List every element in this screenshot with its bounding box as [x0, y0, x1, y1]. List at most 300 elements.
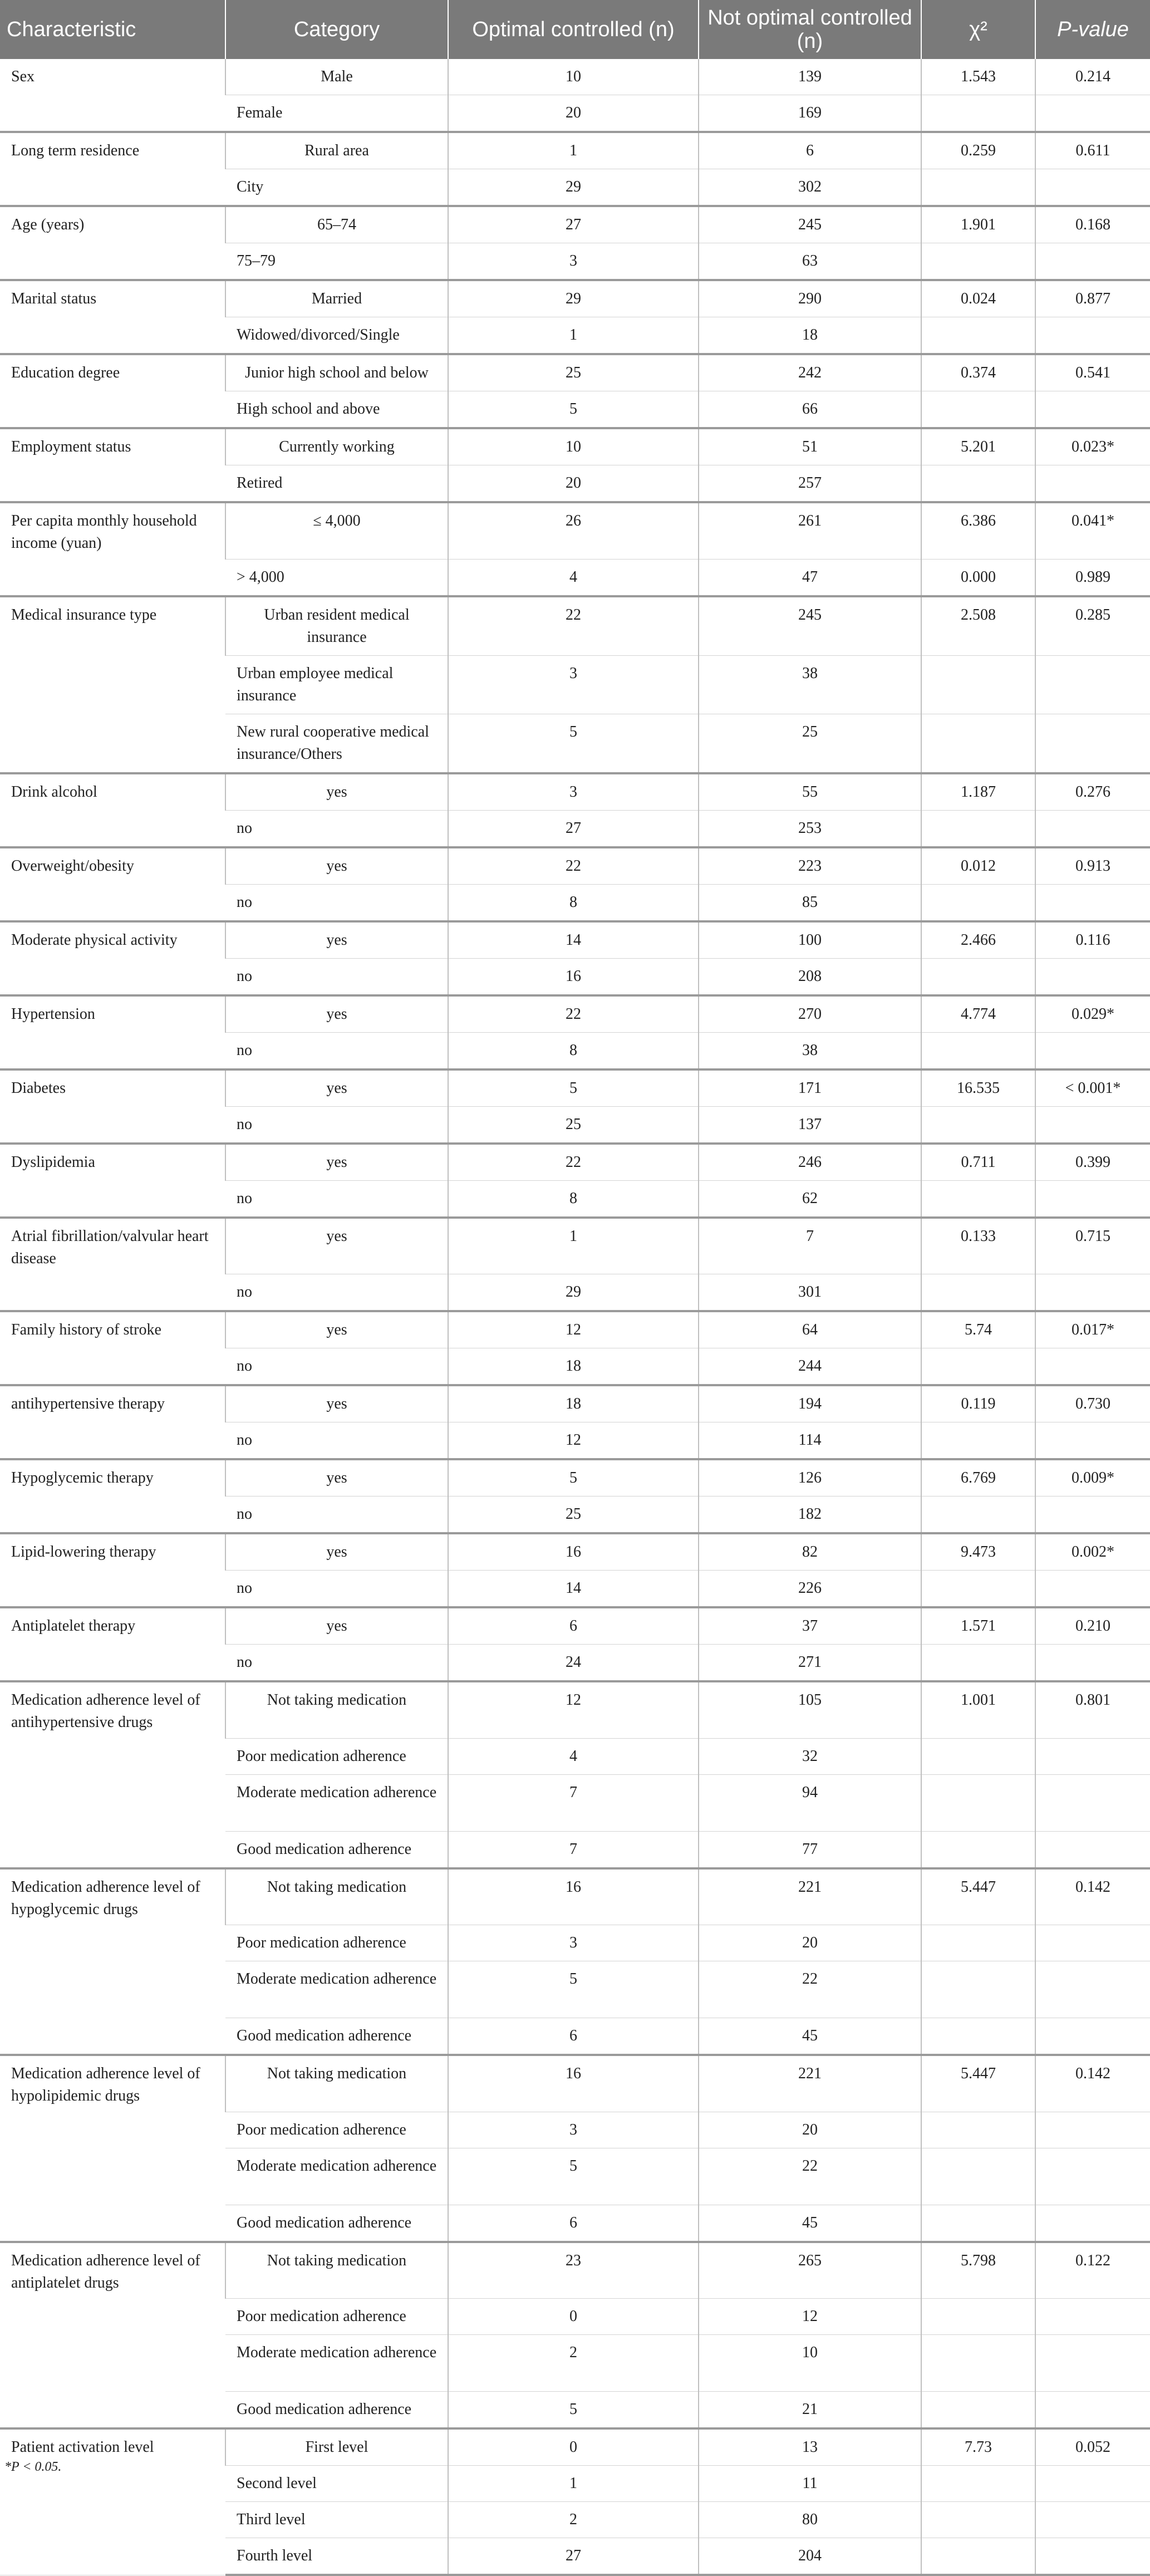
optimal-count-cell: 16 — [448, 2055, 699, 2112]
category-cell: no — [225, 1106, 448, 1144]
category-cell: > 4,000 — [225, 559, 448, 596]
p-value-cell — [1035, 1831, 1150, 1868]
category-cell: no — [225, 1274, 448, 1312]
not-optimal-count-cell: 12 — [699, 2299, 921, 2335]
optimal-count-cell: 5 — [448, 714, 699, 773]
chi-square-cell — [921, 1032, 1035, 1069]
category-cell: no — [225, 1571, 448, 1608]
category-cell: no — [225, 1180, 448, 1218]
table-row — [0, 2055, 1150, 2112]
not-optimal-count-cell: 25 — [699, 714, 921, 773]
category-cell: yes — [225, 1607, 448, 1645]
characteristic-cell: Hypoglycemic therapy — [0, 1459, 225, 1533]
table-row — [0, 773, 1150, 811]
not-optimal-count-cell: 10 — [699, 2335, 921, 2392]
optimal-count-cell: 23 — [448, 2242, 699, 2299]
not-optimal-count-cell: 226 — [699, 1571, 921, 1608]
category-cell: no — [225, 1496, 448, 1534]
p-value-cell — [1035, 2335, 1150, 2392]
optimal-count-cell: 10 — [448, 428, 699, 465]
not-optimal-count-cell: 257 — [699, 465, 921, 503]
not-optimal-count-cell: 114 — [699, 1422, 921, 1460]
chi-square-cell — [921, 714, 1035, 773]
p-value-cell — [1035, 2018, 1150, 2055]
not-optimal-count-cell: 66 — [699, 391, 921, 429]
optimal-count-cell: 5 — [448, 391, 699, 429]
optimal-count-cell: 3 — [448, 655, 699, 714]
category-cell: Moderate medication adherence — [225, 1961, 448, 2018]
not-optimal-count-cell: 261 — [699, 502, 921, 559]
chi-square-cell — [921, 2466, 1035, 2502]
chi-square-cell: 0.119 — [921, 1385, 1035, 1422]
p-value-cell — [1035, 1180, 1150, 1218]
category-cell: City — [225, 169, 448, 207]
chi-square-cell — [921, 1274, 1035, 1312]
p-value-cell — [1035, 1274, 1150, 1312]
not-optimal-count-cell: 20 — [699, 1925, 921, 1961]
p-value-cell: 0.210 — [1035, 1607, 1150, 1645]
p-value-cell — [1035, 317, 1150, 355]
not-optimal-count-cell: 20 — [699, 2112, 921, 2148]
optimal-count-cell: 5 — [448, 1069, 699, 1107]
not-optimal-count-cell: 85 — [699, 884, 921, 921]
p-value-cell: 0.541 — [1035, 354, 1150, 391]
optimal-count-cell: 16 — [448, 1868, 699, 1925]
not-optimal-count-cell: 221 — [699, 2055, 921, 2112]
not-optimal-count-cell: 64 — [699, 1311, 921, 1348]
chi-square-cell — [921, 169, 1035, 207]
chi-square-cell: 5.201 — [921, 428, 1035, 465]
category-cell: Moderate medication adherence — [225, 2335, 448, 2392]
header-chi-square: χ² — [921, 0, 1035, 59]
category-cell: no — [225, 810, 448, 847]
category-cell: Good medication adherence — [225, 2392, 448, 2429]
category-cell: yes — [225, 773, 448, 811]
optimal-count-cell: 2 — [448, 2335, 699, 2392]
chi-square-cell — [921, 2299, 1035, 2335]
category-cell: yes — [225, 1069, 448, 1107]
characteristic-cell: Antiplatelet therapy — [0, 1607, 225, 1681]
not-optimal-count-cell: 47 — [699, 559, 921, 596]
chi-square-cell: 1.543 — [921, 59, 1035, 95]
characteristic-cell: Employment status — [0, 428, 225, 502]
header-category: Category — [225, 0, 448, 59]
not-optimal-count-cell: 139 — [699, 59, 921, 95]
chi-square-cell — [921, 465, 1035, 503]
category-cell: 65–74 — [225, 206, 448, 243]
optimal-count-cell: 8 — [448, 884, 699, 921]
not-optimal-count-cell: 22 — [699, 1961, 921, 2018]
not-optimal-count-cell: 38 — [699, 655, 921, 714]
not-optimal-count-cell: 223 — [699, 847, 921, 885]
optimal-count-cell: 25 — [448, 1496, 699, 1534]
chi-square-cell: 2.466 — [921, 921, 1035, 959]
not-optimal-count-cell: 290 — [699, 280, 921, 317]
category-cell: no — [225, 1348, 448, 1386]
optimal-count-cell: 1 — [448, 317, 699, 355]
optimal-count-cell: 12 — [448, 1681, 699, 1738]
table-row — [0, 596, 1150, 656]
p-value-cell — [1035, 2148, 1150, 2205]
table-row — [0, 428, 1150, 465]
chi-square-cell — [921, 2538, 1035, 2575]
chi-square-cell — [921, 2148, 1035, 2205]
table-footnote: *P < 0.05. — [4, 2460, 62, 2474]
table-row — [0, 132, 1150, 169]
chi-square-cell: 4.774 — [921, 995, 1035, 1033]
category-cell: yes — [225, 921, 448, 959]
header-characteristic: Characteristic — [0, 0, 225, 59]
optimal-count-cell: 1 — [448, 2466, 699, 2502]
optimal-count-cell: 0 — [448, 2299, 699, 2335]
optimal-count-cell: 18 — [448, 1385, 699, 1422]
p-value-cell: 0.730 — [1035, 1385, 1150, 1422]
optimal-count-cell: 25 — [448, 354, 699, 391]
category-cell: ≤ 4,000 — [225, 502, 448, 559]
chi-square-cell: 0.374 — [921, 354, 1035, 391]
optimal-count-cell: 3 — [448, 243, 699, 281]
optimal-count-cell: 22 — [448, 1144, 699, 1181]
not-optimal-count-cell: 242 — [699, 354, 921, 391]
category-cell: First level — [225, 2428, 448, 2466]
not-optimal-count-cell: 270 — [699, 995, 921, 1033]
table-row — [0, 1681, 1150, 1738]
chi-square-cell: 1.187 — [921, 773, 1035, 811]
chi-square-cell: 0.133 — [921, 1218, 1035, 1274]
not-optimal-count-cell: 246 — [699, 1144, 921, 1181]
p-value-cell — [1035, 1961, 1150, 2018]
chi-square-cell — [921, 391, 1035, 429]
table-row — [0, 1459, 1150, 1496]
optimal-count-cell: 3 — [448, 773, 699, 811]
p-value-cell: 0.041* — [1035, 502, 1150, 559]
category-cell: Retired — [225, 465, 448, 503]
category-cell: Good medication adherence — [225, 2018, 448, 2055]
category-cell: Urban employee medical insurance — [225, 655, 448, 714]
table-header-row — [0, 0, 1150, 59]
optimal-count-cell: 18 — [448, 1348, 699, 1386]
optimal-count-cell: 29 — [448, 1274, 699, 1312]
optimal-count-cell: 5 — [448, 2392, 699, 2429]
category-cell: Rural area — [225, 132, 448, 169]
p-value-cell: 0.285 — [1035, 596, 1150, 656]
table-row — [0, 280, 1150, 317]
category-cell: yes — [225, 1385, 448, 1422]
chi-square-cell: 5.447 — [921, 2055, 1035, 2112]
table-row — [0, 2242, 1150, 2299]
characteristic-cell: Medication adherence level of hypolipidemic drugs — [0, 2055, 225, 2242]
chi-square-cell: 6.386 — [921, 502, 1035, 559]
category-cell: Poor medication adherence — [225, 1925, 448, 1961]
category-cell: Poor medication adherence — [225, 2299, 448, 2335]
category-cell: no — [225, 958, 448, 995]
chi-square-cell — [921, 1774, 1035, 1831]
p-value-cell — [1035, 1571, 1150, 1608]
p-value-cell: 0.142 — [1035, 1868, 1150, 1925]
optimal-count-cell: 24 — [448, 1645, 699, 1682]
characteristic-cell: Drink alcohol — [0, 773, 225, 847]
category-cell: yes — [225, 1144, 448, 1181]
chi-square-cell — [921, 884, 1035, 921]
chi-square-cell: 6.769 — [921, 1459, 1035, 1496]
not-optimal-count-cell: 302 — [699, 169, 921, 207]
table-row — [0, 1144, 1150, 1181]
optimal-count-cell: 1 — [448, 1218, 699, 1274]
characteristic-cell: Lipid-lowering therapy — [0, 1533, 225, 1607]
p-value-cell — [1035, 1774, 1150, 1831]
not-optimal-count-cell: 301 — [699, 1274, 921, 1312]
table-row — [0, 59, 1150, 95]
chi-square-cell: 1.001 — [921, 1681, 1035, 1738]
not-optimal-count-cell: 38 — [699, 1032, 921, 1069]
not-optimal-count-cell: 45 — [699, 2018, 921, 2055]
characteristic-cell: Medical insurance type — [0, 596, 225, 773]
p-value-cell: 0.142 — [1035, 2055, 1150, 2112]
chi-square-cell — [921, 1831, 1035, 1868]
chi-square-cell: 5.798 — [921, 2242, 1035, 2299]
chi-square-cell — [921, 810, 1035, 847]
chi-square-cell — [921, 317, 1035, 355]
chi-square-cell: 7.73 — [921, 2428, 1035, 2466]
p-value-cell: 0.877 — [1035, 280, 1150, 317]
chi-square-cell: 5.74 — [921, 1311, 1035, 1348]
category-cell: Married — [225, 280, 448, 317]
not-optimal-count-cell: 13 — [699, 2428, 921, 2466]
optimal-count-cell: 5 — [448, 2148, 699, 2205]
p-value-cell — [1035, 714, 1150, 773]
p-value-cell: 0.017* — [1035, 1311, 1150, 1348]
chi-square-cell — [921, 2018, 1035, 2055]
chi-square-cell — [921, 1106, 1035, 1144]
not-optimal-count-cell: 105 — [699, 1681, 921, 1738]
not-optimal-count-cell: 265 — [699, 2242, 921, 2299]
chi-square-cell: 0.000 — [921, 559, 1035, 596]
chi-square-cell: 0.711 — [921, 1144, 1035, 1181]
characteristic-cell: Marital status — [0, 280, 225, 354]
not-optimal-count-cell: 22 — [699, 2148, 921, 2205]
category-cell: no — [225, 1422, 448, 1460]
p-value-cell — [1035, 2299, 1150, 2335]
optimal-count-cell: 25 — [448, 1106, 699, 1144]
chi-square-cell — [921, 2392, 1035, 2429]
not-optimal-count-cell: 271 — [699, 1645, 921, 1682]
category-cell: Poor medication adherence — [225, 1738, 448, 1774]
p-value-cell — [1035, 2466, 1150, 2502]
p-value-cell — [1035, 1496, 1150, 1534]
chi-square-cell — [921, 2205, 1035, 2242]
optimal-count-cell: 2 — [448, 2502, 699, 2538]
p-value-cell — [1035, 1032, 1150, 1069]
not-optimal-count-cell: 37 — [699, 1607, 921, 1645]
category-cell: Poor medication adherence — [225, 2112, 448, 2148]
not-optimal-count-cell: 204 — [699, 2538, 921, 2575]
table-row — [0, 1218, 1150, 1274]
table-body — [0, 59, 1150, 2575]
table-row — [0, 1868, 1150, 1925]
characteristic-cell: Family history of stroke — [0, 1311, 225, 1385]
characteristic-cell: Medication adherence level of antihypertensive drugs — [0, 1681, 225, 1868]
p-value-cell — [1035, 169, 1150, 207]
p-value-cell: 0.122 — [1035, 2242, 1150, 2299]
characteristic-cell: Hypertension — [0, 995, 225, 1069]
chi-square-cell: 0.259 — [921, 132, 1035, 169]
category-cell: Widowed/divorced/Single — [225, 317, 448, 355]
optimal-count-cell: 12 — [448, 1422, 699, 1460]
not-optimal-count-cell: 51 — [699, 428, 921, 465]
p-value-cell: 0.052 — [1035, 2428, 1150, 2466]
header-not-optimal-controlled: Not optimal controlled (n) — [699, 0, 921, 59]
chi-square-cell — [921, 655, 1035, 714]
category-cell: yes — [225, 847, 448, 885]
optimal-count-cell: 16 — [448, 1533, 699, 1571]
category-cell: Urban resident medical insurance — [225, 596, 448, 656]
not-optimal-count-cell: 100 — [699, 921, 921, 959]
chi-square-cell: 2.508 — [921, 596, 1035, 656]
chi-square-cell: 1.571 — [921, 1607, 1035, 1645]
p-value-cell: 0.029* — [1035, 995, 1150, 1033]
characteristic-cell: Overweight/obesity — [0, 847, 225, 921]
category-cell: yes — [225, 1533, 448, 1571]
p-value-cell — [1035, 465, 1150, 503]
table-row — [0, 502, 1150, 559]
table-row — [0, 2428, 1150, 2466]
optimal-count-cell: 3 — [448, 2112, 699, 2148]
p-value-cell: 0.168 — [1035, 206, 1150, 243]
category-cell: no — [225, 884, 448, 921]
category-cell: 75–79 — [225, 243, 448, 281]
not-optimal-count-cell: 7 — [699, 1218, 921, 1274]
characteristic-cell: Medication adherence level of antiplatelet drugs — [0, 2242, 225, 2429]
chi-square-cell — [921, 1180, 1035, 1218]
p-value-cell — [1035, 1106, 1150, 1144]
optimal-count-cell: 20 — [448, 95, 699, 133]
not-optimal-count-cell: 21 — [699, 2392, 921, 2429]
not-optimal-count-cell: 18 — [699, 317, 921, 355]
optimal-count-cell: 0 — [448, 2428, 699, 2466]
table-row — [0, 1533, 1150, 1571]
p-value-cell — [1035, 95, 1150, 133]
not-optimal-count-cell: 45 — [699, 2205, 921, 2242]
optimal-count-cell: 7 — [448, 1774, 699, 1831]
p-value-cell: 0.002* — [1035, 1533, 1150, 1571]
p-value-cell — [1035, 1348, 1150, 1386]
optimal-count-cell: 8 — [448, 1180, 699, 1218]
chi-square-cell — [921, 1738, 1035, 1774]
optimal-count-cell: 26 — [448, 502, 699, 559]
p-value-cell — [1035, 810, 1150, 847]
category-cell: no — [225, 1645, 448, 1682]
not-optimal-count-cell: 137 — [699, 1106, 921, 1144]
category-cell: Not taking medication — [225, 2242, 448, 2299]
optimal-count-cell: 1 — [448, 132, 699, 169]
category-cell: Currently working — [225, 428, 448, 465]
category-cell: Junior high school and below — [225, 354, 448, 391]
optimal-count-cell: 12 — [448, 1311, 699, 1348]
optimal-count-cell: 5 — [448, 1961, 699, 2018]
p-value-cell — [1035, 958, 1150, 995]
header-optimal-controlled: Optimal controlled (n) — [448, 0, 699, 59]
p-value-cell: 0.116 — [1035, 921, 1150, 959]
not-optimal-count-cell: 253 — [699, 810, 921, 847]
p-value-cell: 0.023* — [1035, 428, 1150, 465]
optimal-count-cell: 14 — [448, 921, 699, 959]
category-cell: Good medication adherence — [225, 1831, 448, 1868]
characteristic-cell: Medication adherence level of hypoglycemic drugs — [0, 1868, 225, 2055]
category-cell: Fourth level — [225, 2538, 448, 2575]
header-p-value: P-value — [1035, 0, 1150, 59]
p-value-cell: 0.913 — [1035, 847, 1150, 885]
category-cell: Male — [225, 59, 448, 95]
not-optimal-count-cell: 82 — [699, 1533, 921, 1571]
p-value-cell — [1035, 884, 1150, 921]
optimal-count-cell: 4 — [448, 559, 699, 596]
chi-square-cell — [921, 95, 1035, 133]
category-cell: yes — [225, 1311, 448, 1348]
optimal-count-cell: 6 — [448, 2205, 699, 2242]
not-optimal-count-cell: 171 — [699, 1069, 921, 1107]
p-value-cell — [1035, 2538, 1150, 2575]
p-value-cell — [1035, 655, 1150, 714]
characteristic-cell: Per capita monthly household income (yuan) — [0, 502, 225, 596]
optimal-count-cell: 29 — [448, 169, 699, 207]
p-value-cell — [1035, 2112, 1150, 2148]
chi-square-cell — [921, 2335, 1035, 2392]
p-value-cell: 0.214 — [1035, 59, 1150, 95]
category-cell: Not taking medication — [225, 1681, 448, 1738]
p-value-cell — [1035, 2392, 1150, 2429]
p-value-cell — [1035, 391, 1150, 429]
optimal-count-cell: 27 — [448, 2538, 699, 2575]
p-value-cell — [1035, 243, 1150, 281]
optimal-count-cell: 7 — [448, 1831, 699, 1868]
not-optimal-count-cell: 94 — [699, 1774, 921, 1831]
not-optimal-count-cell: 77 — [699, 1831, 921, 1868]
optimal-count-cell: 4 — [448, 1738, 699, 1774]
optimal-count-cell: 29 — [448, 280, 699, 317]
chi-square-cell: 5.447 — [921, 1868, 1035, 1925]
p-value-cell — [1035, 1645, 1150, 1682]
optimal-count-cell: 8 — [448, 1032, 699, 1069]
chi-square-cell: 0.012 — [921, 847, 1035, 885]
category-cell: yes — [225, 1218, 448, 1274]
table-row — [0, 995, 1150, 1033]
not-optimal-count-cell: 126 — [699, 1459, 921, 1496]
not-optimal-count-cell: 244 — [699, 1348, 921, 1386]
table-row — [0, 847, 1150, 885]
optimal-count-cell: 6 — [448, 1607, 699, 1645]
p-value-cell — [1035, 2502, 1150, 2538]
category-cell: yes — [225, 1459, 448, 1496]
not-optimal-count-cell: 182 — [699, 1496, 921, 1534]
optimal-count-cell: 6 — [448, 2018, 699, 2055]
not-optimal-count-cell: 11 — [699, 2466, 921, 2502]
not-optimal-count-cell: 208 — [699, 958, 921, 995]
not-optimal-count-cell: 169 — [699, 95, 921, 133]
optimal-count-cell: 22 — [448, 847, 699, 885]
chi-square-cell — [921, 1348, 1035, 1386]
p-value-cell: < 0.001* — [1035, 1069, 1150, 1107]
not-optimal-count-cell: 221 — [699, 1868, 921, 1925]
chi-square-cell — [921, 243, 1035, 281]
table-row — [0, 354, 1150, 391]
chi-square-cell — [921, 2112, 1035, 2148]
chi-square-cell — [921, 1496, 1035, 1534]
optimal-count-cell: 22 — [448, 596, 699, 656]
characteristic-cell: Moderate physical activity — [0, 921, 225, 995]
category-cell: New rural cooperative medical insurance/Others — [225, 714, 448, 773]
optimal-count-cell: 5 — [448, 1459, 699, 1496]
chi-square-cell — [921, 1961, 1035, 2018]
